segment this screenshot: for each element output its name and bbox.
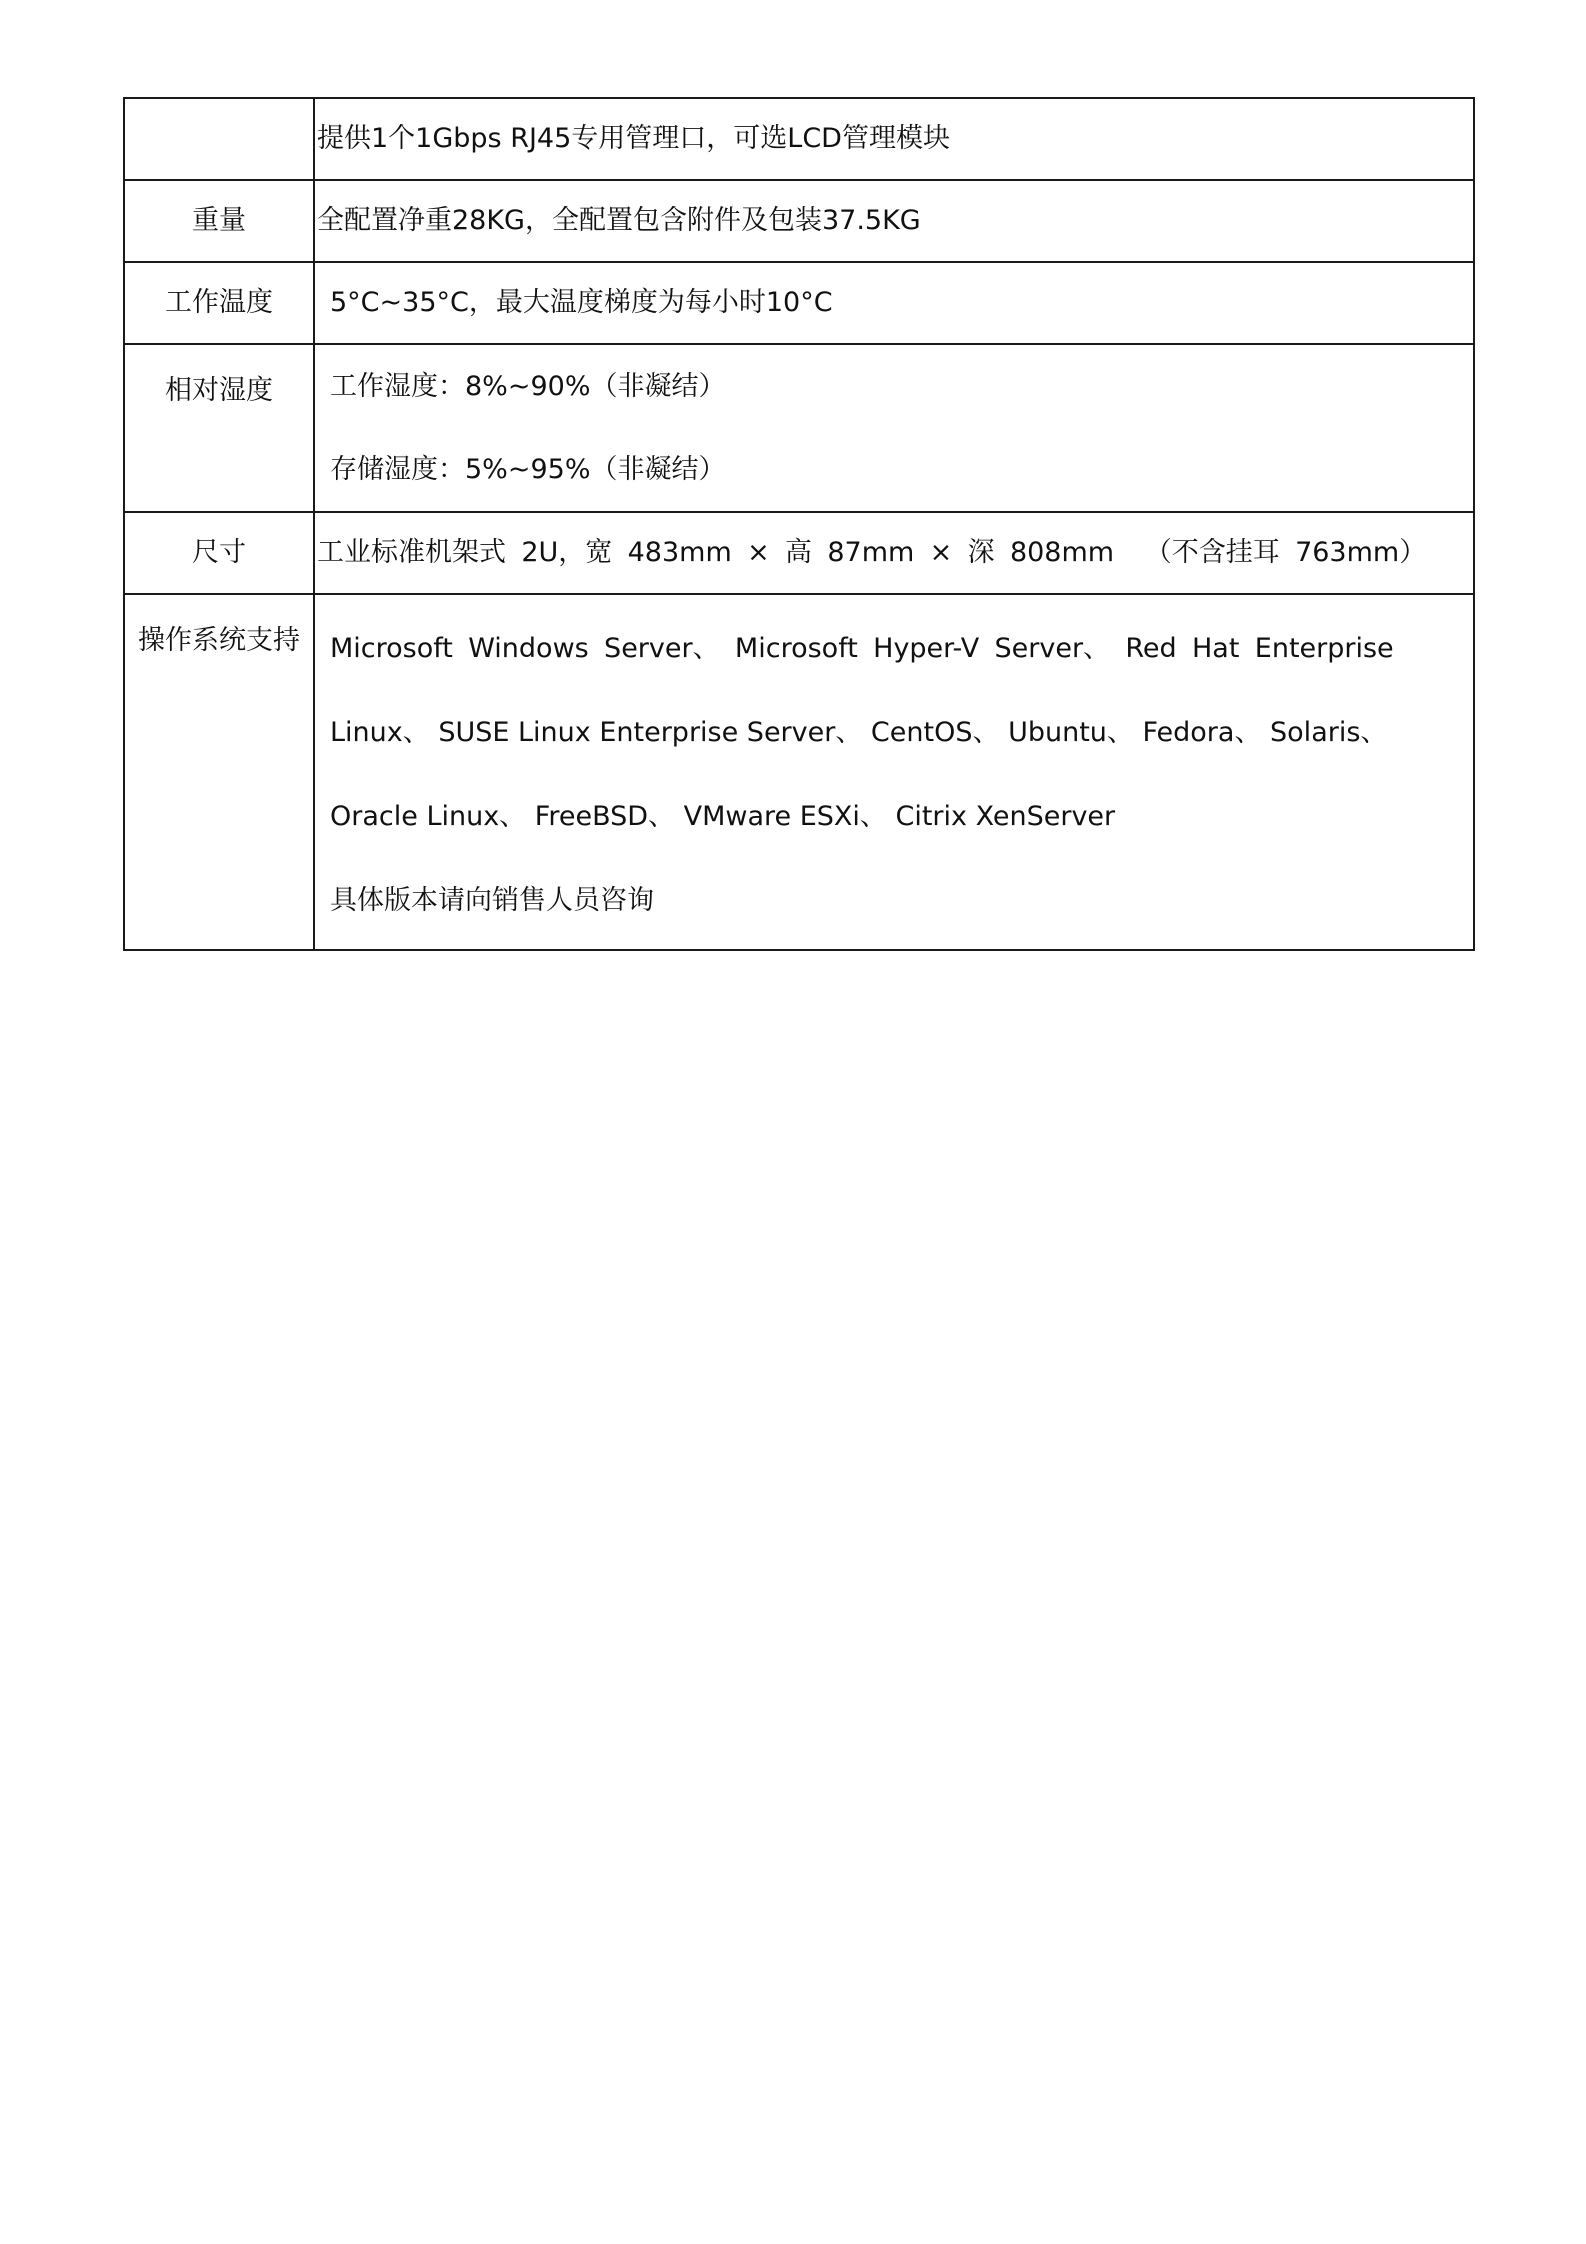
table-row-dimensions bbox=[124, 512, 1474, 594]
weight-label: 重量 bbox=[124, 180, 314, 262]
table-row-humidity bbox=[124, 344, 1474, 512]
temperature-label: 工作温度 bbox=[124, 262, 314, 344]
management-label bbox=[124, 98, 314, 180]
dimensions-label: 尺寸 bbox=[124, 512, 314, 594]
humidity-value bbox=[314, 344, 1474, 512]
temperature-value: 5°C~35°C，最大温度梯度为每小时10°C bbox=[314, 262, 1474, 344]
table-row-os-support bbox=[124, 594, 1474, 950]
os-line: Linux、 SUSE Linux Enterprise Server、 CentOS、 Ubuntu、 Fedora、 Solaris、 bbox=[330, 717, 1388, 748]
spec-table bbox=[123, 97, 1475, 951]
humidity-working: 工作湿度：8%~90%（非凝结） bbox=[330, 371, 726, 402]
os-support-value bbox=[314, 594, 1474, 950]
os-line: Microsoft Windows Server、 Microsoft Hyper-V Server、 Red Hat Enterprise bbox=[330, 633, 1394, 664]
humidity-label: 相对湿度 bbox=[124, 344, 314, 512]
table-row-management bbox=[124, 98, 1474, 180]
os-list bbox=[330, 595, 1473, 949]
os-line: Oracle Linux、 FreeBSD、 VMware ESXi、 Citrix XenServer bbox=[330, 801, 1116, 832]
dimensions-value: 工业标准机架式 2U，宽 483mm × 高 87mm × 深 808mm （不含挂耳 763mm） bbox=[314, 512, 1474, 594]
table-row-weight bbox=[124, 180, 1474, 262]
management-value: 提供1个1Gbps RJ45专用管理口，可选LCD管理模块 bbox=[314, 98, 1474, 180]
os-support-label: 操作系统支持 bbox=[124, 594, 314, 950]
weight-value: 全配置净重28KG，全配置包含附件及包装37.5KG bbox=[314, 180, 1474, 262]
os-version-note: 具体版本请向销售人员咨询 bbox=[330, 885, 654, 916]
humidity-storage: 存储湿度：5%~95%（非凝结） bbox=[330, 454, 726, 485]
table-row-temperature bbox=[124, 262, 1474, 344]
